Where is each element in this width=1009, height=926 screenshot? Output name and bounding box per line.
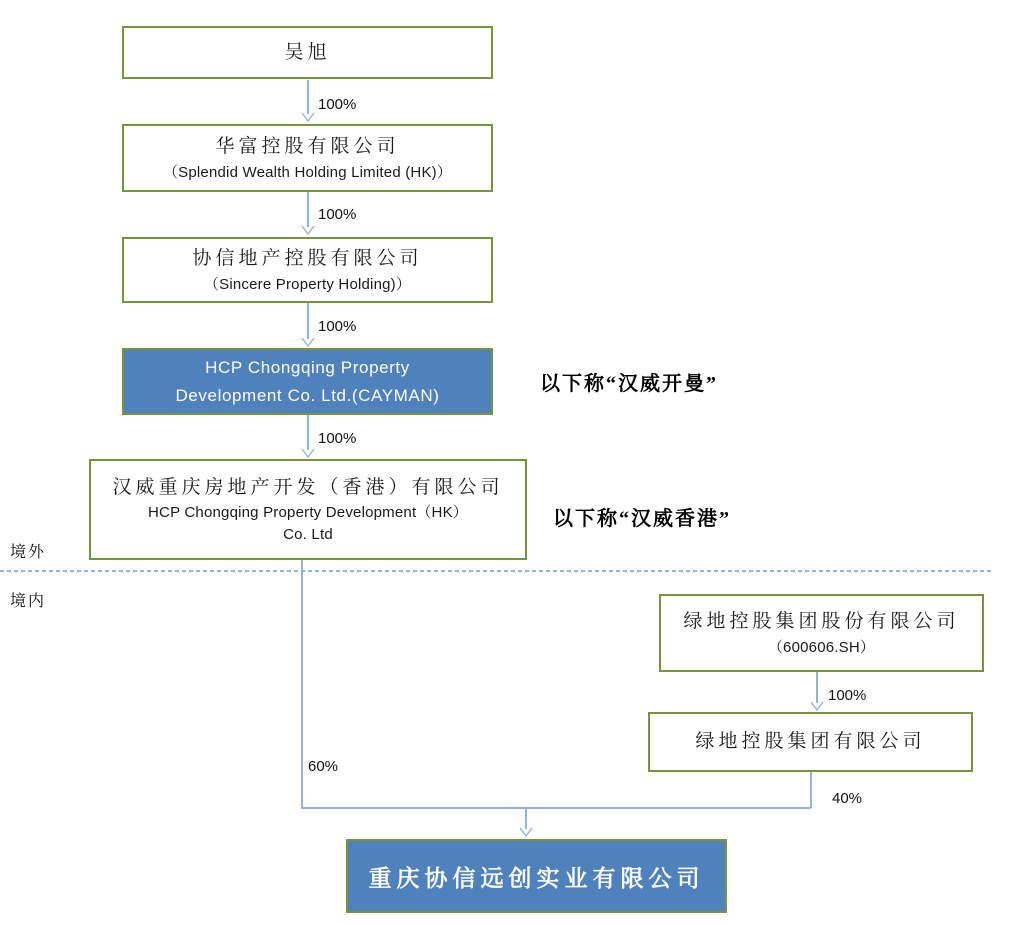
node-hcp-cayman-line1: HCP Chongqing Property bbox=[205, 358, 410, 378]
node-hcp-hk-cn-label: 汉威重庆房地产开发（香港）有限公司 bbox=[112, 477, 504, 499]
edge-label-huafu-sincere: 100% bbox=[318, 206, 357, 223]
node-hcp-cayman bbox=[122, 348, 493, 415]
node-sincere-cn-label: 协信地产控股有限公司 bbox=[192, 248, 423, 270]
arrow-cayman-hk-line bbox=[307, 415, 309, 450]
alias-cayman-annotation: 以下称“汉威开曼” bbox=[540, 373, 718, 395]
edge-label-wuxu-huafu: 100% bbox=[318, 96, 357, 113]
node-hcp-hongkong bbox=[89, 459, 527, 560]
node-hcp-cayman-line2: Development Co. Ltd.(CAYMAN) bbox=[175, 385, 440, 405]
arrow-down-icon bbox=[518, 827, 534, 837]
arrow-down-icon bbox=[300, 112, 316, 122]
onshore-region-label: 境内 bbox=[10, 593, 47, 610]
node-huafu-cn-label: 华富控股有限公司 bbox=[215, 136, 400, 158]
edge-label-cayman-hk: 100% bbox=[318, 430, 357, 447]
connector-target-arrow-line bbox=[525, 807, 527, 829]
node-wuxu-label: 吴旭 bbox=[284, 41, 331, 63]
offshore-region-label: 境外 bbox=[10, 544, 47, 561]
arrow-huafu-sincere-line bbox=[307, 192, 309, 227]
connector-horizontal-line bbox=[301, 807, 811, 809]
node-hcp-hk-en-label: HCP Chongqing Property Development（HK） bbox=[148, 504, 468, 522]
node-greenland-listed-ticker: （600606.SH） bbox=[767, 638, 876, 656]
node-greenland-group bbox=[648, 712, 973, 772]
node-greenland-group-label: 绿地控股集团有限公司 bbox=[695, 731, 926, 753]
node-wuxu bbox=[122, 26, 493, 79]
node-chongqing-target bbox=[346, 839, 727, 913]
edge-label-hk-target: 60% bbox=[308, 758, 339, 775]
arrow-down-icon bbox=[300, 337, 316, 347]
edge-label-listed-greenland: 100% bbox=[828, 687, 867, 704]
arrow-down-icon bbox=[300, 225, 316, 235]
edge-label-greenland-target: 40% bbox=[832, 790, 863, 807]
edge-label-sincere-cayman: 100% bbox=[318, 318, 357, 335]
node-chongqing-target-label: 重庆协信远创实业有限公司 bbox=[368, 865, 705, 891]
arrow-wuxu-huafu-line bbox=[307, 80, 309, 114]
arrow-down-icon bbox=[809, 701, 825, 711]
offshore-onshore-divider bbox=[0, 570, 994, 572]
arrow-down-icon bbox=[300, 448, 316, 458]
node-sincere-en-label: （Sincere Property Holding)） bbox=[203, 275, 412, 293]
node-sincere-property bbox=[122, 237, 493, 303]
arrow-sincere-cayman-line bbox=[307, 303, 309, 339]
node-huafu-holding bbox=[122, 124, 493, 192]
node-greenland-listed-cn-label: 绿地控股集团股份有限公司 bbox=[683, 611, 960, 633]
node-greenland-listed bbox=[659, 594, 984, 672]
connector-hk-down-line bbox=[301, 560, 303, 808]
arrow-listed-greenland-line bbox=[816, 672, 818, 703]
node-hcp-hk-en-label2: Co. Ltd bbox=[283, 526, 333, 544]
connector-greenland-down-line bbox=[810, 772, 812, 808]
node-huafu-en-label: （Splendid Wealth Holding Limited (HK)） bbox=[162, 163, 453, 181]
alias-hongkong-annotation: 以下称“汉威香港” bbox=[553, 508, 731, 530]
